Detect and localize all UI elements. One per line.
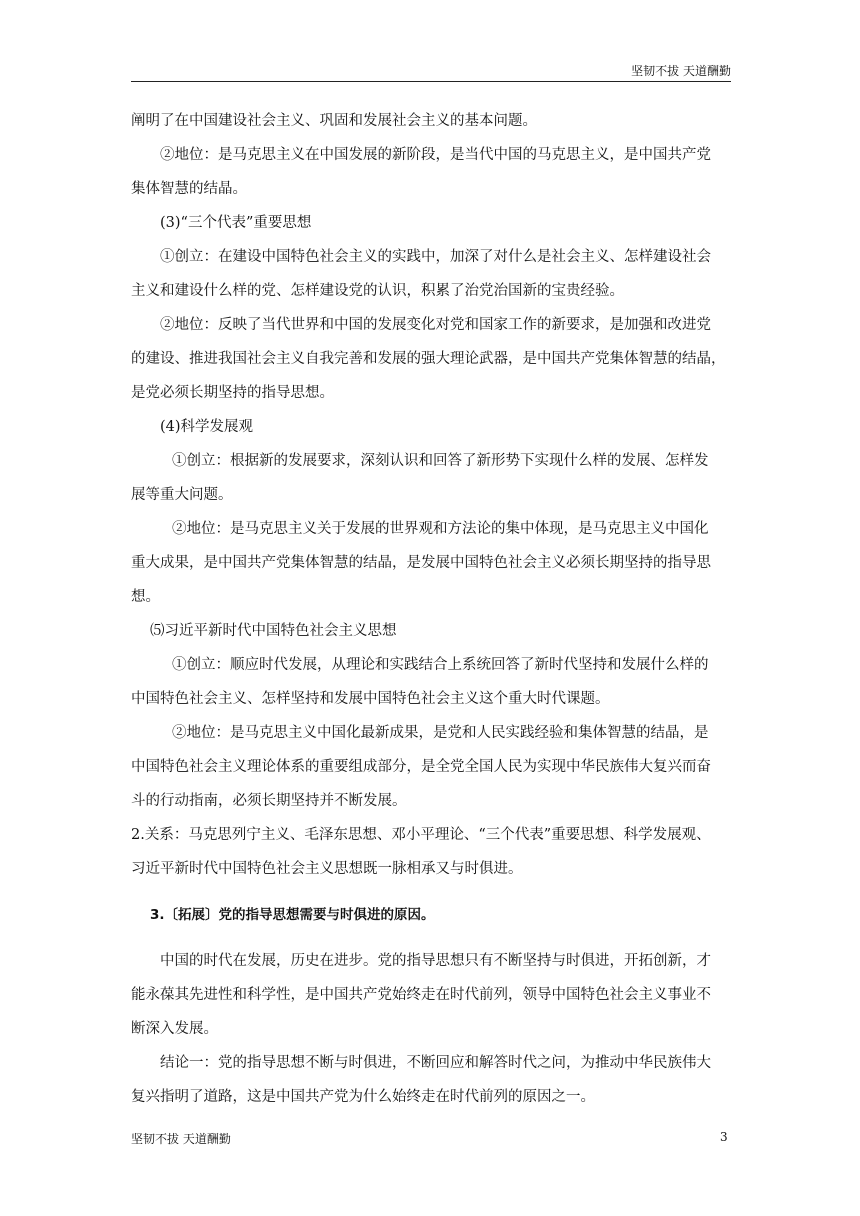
paragraph-line: 主义和建设什么样的党、怎样建设党的认识，积累了治党治国新的宝贵经验。 <box>131 283 624 299</box>
paragraph-line: 中国的时代在发展，历史在进步。党的指导思想只有不断坚持与时俱进，开拓创新，才 <box>160 953 711 969</box>
paragraph-line: 的建设、推进我国社会主义自我完善和发展的强大理论武器，是中国共产党集体智慧的结晶， <box>131 351 726 367</box>
document-body <box>131 104 731 1114</box>
section-heading: (3)“三个代表”重要思想 <box>160 215 312 231</box>
paragraph-line: ①创立：根据新的发展要求，深刻认识和回答了新形势下实现什么样的发展、怎样发 <box>172 453 709 469</box>
paragraph-line: 结论一：党的指导思想不断与时俱进，不断回应和解答时代之问，为推动中华民族伟大 <box>160 1055 711 1071</box>
page-number: 3 <box>720 1130 728 1144</box>
paragraph-line: ②地位：反映了当代世界和中国的发展变化对党和国家工作的新要求，是加强和改进党 <box>160 317 711 333</box>
paragraph-line: 习近平新时代中国特色社会主义思想既一脉相承又与时俱进。 <box>131 861 523 877</box>
paragraph-line: 断深入发展。 <box>131 1021 218 1037</box>
bold-heading: 3.〔拓展〕党的指导思想需要与时俱进的原因。 <box>150 907 435 923</box>
paragraph-line: 集体智慧的结晶。 <box>131 181 247 197</box>
paragraph-line: ②地位：是马克思主义关于发展的世界观和方法论的集中体现，是马克思主义中国化 <box>172 521 709 537</box>
paragraph-line: ①创立：顺应时代发展，从理论和实践结合上系统回答了新时代坚持和发展什么样的 <box>172 657 709 673</box>
paragraph-line: ②地位：是马克思主义中国化最新成果，是党和人民实践经验和集体智慧的结晶，是 <box>172 725 709 741</box>
paragraph-line: 能永葆其先进性和科学性，是中国共产党始终走在时代前列，领导中国特色社会主义事业不 <box>131 987 711 1003</box>
paragraph-line: ①创立：在建设中国特色社会主义的实践中，加深了对什么是社会主义、怎样建设社会 <box>160 249 711 265</box>
paragraph-line: 斗的行动指南，必须长期坚持并不断发展。 <box>131 793 407 809</box>
paragraph-line: 是党必须长期坚持的指导思想。 <box>131 385 334 401</box>
paragraph-line: 复兴指明了道路，这是中国共产党为什么始终走在时代前列的原因之一。 <box>131 1089 595 1105</box>
paragraph-line: 2.关系：马克思列宁主义、毛泽东思想、邓小平理论、“三个代表”重要思想、科学发展观、 <box>131 827 711 843</box>
footer-motto: 坚韧不拔 天道酬勤 <box>131 1132 231 1146</box>
paragraph-line: 阐明了在中国建设社会主义、巩固和发展社会主义的基本问题。 <box>131 113 537 129</box>
paragraph-line: 展等重大问题。 <box>131 487 233 503</box>
section-heading: (4)科学发展观 <box>160 419 254 435</box>
paragraph-line: 中国特色社会主义理论体系的重要组成部分，是全党全国人民为实现中华民族伟大复兴而奋 <box>131 759 711 775</box>
paragraph-line: 想。 <box>131 589 160 605</box>
header-motto: 坚韧不拔 天道酬勤 <box>631 64 731 78</box>
paragraph-line: 中国特色社会主义、怎样坚持和发展中国特色社会主义这个重大时代课题。 <box>131 691 610 707</box>
section-heading: ⑸习近平新时代中国特色社会主义思想 <box>150 623 397 639</box>
paragraph-line: ②地位：是马克思主义在中国发展的新阶段，是当代中国的马克思主义，是中国共产党 <box>160 147 711 163</box>
page-header <box>131 0 731 82</box>
paragraph-line: 重大成果，是中国共产党集体智慧的结晶，是发展中国特色社会主义必须长期坚持的指导思 <box>131 555 711 571</box>
